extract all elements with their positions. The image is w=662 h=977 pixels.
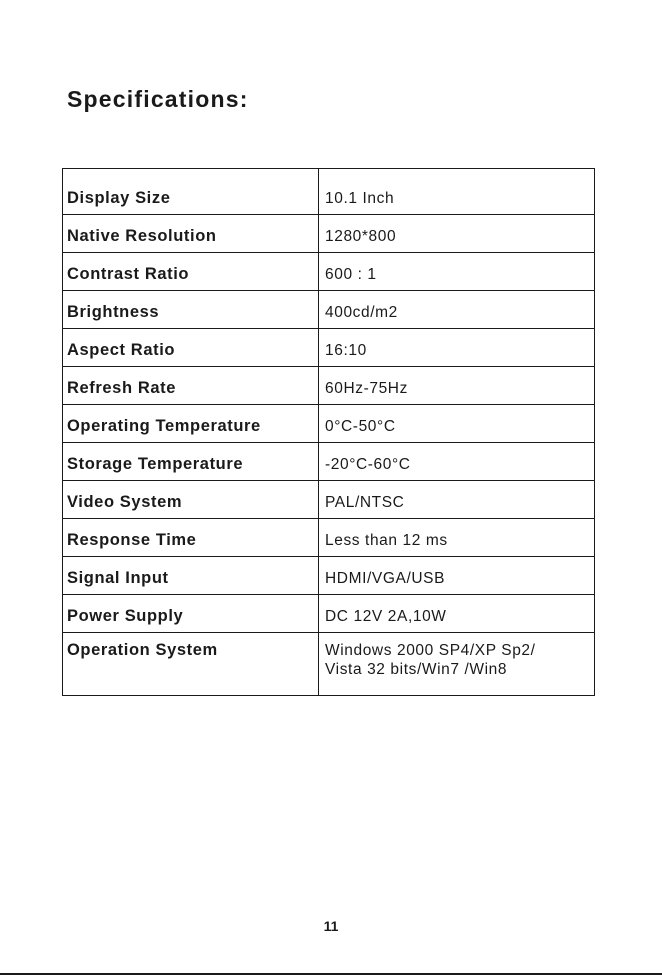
spec-value-operation-system: Windows 2000 SP4/XP Sp2/ Vista 32 bits/Win7 /Win8	[319, 633, 595, 696]
spec-label-video-system: Video System	[63, 481, 319, 519]
table-row	[63, 291, 595, 329]
page-title: Specifications:	[67, 86, 249, 112]
spec-value-operating-temperature: 0°C-50°C	[319, 405, 595, 443]
table-row	[63, 253, 595, 291]
spec-value-response-time: Less than 12 ms	[319, 519, 595, 557]
bottom-divider	[0, 973, 662, 975]
spec-label-aspect-ratio: Aspect Ratio	[63, 329, 319, 367]
spec-label-refresh-rate: Refresh Rate	[63, 367, 319, 405]
table-row	[63, 405, 595, 443]
table-row	[63, 443, 595, 481]
spec-label-contrast-ratio: Contrast Ratio	[63, 253, 319, 291]
table-row	[63, 481, 595, 519]
spec-value-signal-input: HDMI/VGA/USB	[319, 557, 595, 595]
spec-value-video-system: PAL/NTSC	[319, 481, 595, 519]
table-row	[63, 519, 595, 557]
spec-label-storage-temperature: Storage Temperature	[63, 443, 319, 481]
spec-value-storage-temperature: -20°C-60°C	[319, 443, 595, 481]
spec-label-operating-temperature: Operating Temperature	[63, 405, 319, 443]
spec-label-response-time: Response Time	[63, 519, 319, 557]
spec-label-brightness: Brightness	[63, 291, 319, 329]
spec-value-native-resolution: 1280*800	[319, 215, 595, 253]
page-number: 11	[323, 918, 339, 934]
spec-value-power-supply: DC 12V 2A,10W	[319, 595, 595, 633]
table-row	[63, 557, 595, 595]
spec-label-display-size: Display Size	[63, 169, 319, 215]
spec-label-operation-system: Operation System	[63, 633, 319, 696]
table-row	[63, 329, 595, 367]
table-row	[63, 633, 595, 696]
spec-value-refresh-rate: 60Hz-75Hz	[319, 367, 595, 405]
spec-label-power-supply: Power Supply	[63, 595, 319, 633]
table-row	[63, 367, 595, 405]
table-row	[63, 215, 595, 253]
specifications-table	[62, 168, 595, 696]
spec-label-signal-input: Signal Input	[63, 557, 319, 595]
table-row	[63, 595, 595, 633]
spec-value-contrast-ratio: 600 : 1	[319, 253, 595, 291]
spec-value-display-size: 10.1 Inch	[319, 169, 595, 215]
table-row	[63, 169, 595, 215]
spec-value-brightness: 400cd/m2	[319, 291, 595, 329]
spec-label-native-resolution: Native Resolution	[63, 215, 319, 253]
spec-value-aspect-ratio: 16:10	[319, 329, 595, 367]
